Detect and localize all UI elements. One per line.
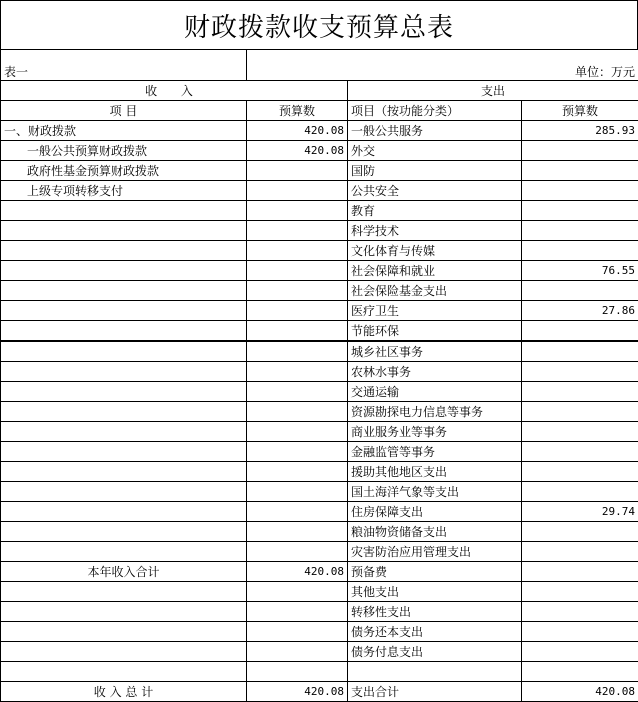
expense-value-cell bbox=[522, 602, 638, 622]
expense-item-cell: 一般公共服务 bbox=[348, 121, 522, 141]
expense-value-cell bbox=[522, 341, 638, 362]
table-row bbox=[1, 462, 638, 482]
expense-item-cell: 科学技术 bbox=[348, 221, 522, 241]
table-row bbox=[1, 482, 638, 502]
table-row bbox=[1, 301, 638, 321]
income-item-cell bbox=[1, 221, 247, 241]
income-value-cell: 420.08 bbox=[247, 562, 348, 582]
income-value-cell bbox=[247, 161, 348, 181]
expense-value-cell: 29.74 bbox=[522, 502, 638, 522]
income-value-cell bbox=[247, 321, 348, 342]
expense-item-cell: 债务还本支出 bbox=[348, 622, 522, 642]
table-row bbox=[1, 622, 638, 642]
income-item-cell bbox=[1, 241, 247, 261]
table-row bbox=[1, 522, 638, 542]
income-item-cell bbox=[1, 482, 247, 502]
income-item-cell: 政府性基金预算财政拨款 bbox=[1, 161, 247, 181]
income-item-cell bbox=[1, 622, 247, 642]
income-item-cell bbox=[1, 301, 247, 321]
expense-item-cell: 预备费 bbox=[348, 562, 522, 582]
expense-item-cell: 外交 bbox=[348, 141, 522, 161]
table-row bbox=[1, 662, 638, 682]
table-row bbox=[1, 382, 638, 402]
income-item-cell bbox=[1, 522, 247, 542]
income-item-cell bbox=[1, 502, 247, 522]
income-item-cell bbox=[1, 362, 247, 382]
expense-item-cell: 国防 bbox=[348, 161, 522, 181]
table-row bbox=[1, 582, 638, 602]
table-row bbox=[1, 281, 638, 301]
table-row bbox=[1, 201, 638, 221]
expense-total-label: 支出合计 bbox=[348, 682, 522, 702]
income-value-cell bbox=[247, 482, 348, 502]
expense-item-cell: 国土海洋气象等支出 bbox=[348, 482, 522, 502]
expense-item-cell: 金融监管等事务 bbox=[348, 442, 522, 462]
income-item-cell bbox=[1, 341, 247, 362]
income-item-cell bbox=[1, 642, 247, 662]
budget-table bbox=[0, 49, 638, 702]
expense-value-cell bbox=[522, 442, 638, 462]
expense-item-cell: 债务付息支出 bbox=[348, 642, 522, 662]
income-value-cell bbox=[247, 341, 348, 362]
expense-item-cell: 转移性支出 bbox=[348, 602, 522, 622]
expense-item-cell: 公共安全 bbox=[348, 181, 522, 201]
income-value-cell bbox=[247, 542, 348, 562]
expense-value-cell bbox=[522, 281, 638, 301]
expense-value-cell bbox=[522, 201, 638, 221]
expense-value-cell: 285.93 bbox=[522, 121, 638, 141]
expense-value-cell bbox=[522, 241, 638, 261]
expense-total-value: 420.08 bbox=[522, 682, 638, 702]
income-section-header: 收 入 bbox=[1, 81, 348, 101]
expense-item-cell: 文化体育与传媒 bbox=[348, 241, 522, 261]
expense-value-cell bbox=[522, 422, 638, 442]
income-total-label: 收 入 总 计 bbox=[1, 682, 247, 702]
table-row bbox=[1, 422, 638, 442]
table-meta-row bbox=[1, 50, 638, 81]
expense-value-cell bbox=[522, 542, 638, 562]
income-item-cell bbox=[1, 402, 247, 422]
table-row bbox=[1, 221, 638, 241]
expense-value-cell bbox=[522, 402, 638, 422]
income-total-value: 420.08 bbox=[247, 682, 348, 702]
income-value-cell bbox=[247, 602, 348, 622]
income-value-cell bbox=[247, 442, 348, 462]
expense-item-cell: 其他支出 bbox=[348, 582, 522, 602]
income-item-cell bbox=[1, 422, 247, 442]
expense-item-cell: 住房保障支出 bbox=[348, 502, 522, 522]
expense-value-cell: 76.55 bbox=[522, 261, 638, 281]
income-item-cell bbox=[1, 582, 247, 602]
income-value-cell bbox=[247, 261, 348, 281]
expense-value-cell bbox=[522, 662, 638, 682]
income-item-cell bbox=[1, 382, 247, 402]
income-value-cell bbox=[247, 382, 348, 402]
income-value-cell bbox=[247, 281, 348, 301]
table-row bbox=[1, 602, 638, 622]
expense-item-cell: 社会保险基金支出 bbox=[348, 281, 522, 301]
func-item-header: 项目（按功能分类） bbox=[348, 101, 522, 121]
table-row bbox=[1, 261, 638, 281]
expense-item-cell: 教育 bbox=[348, 201, 522, 221]
table-row bbox=[1, 562, 638, 582]
expense-value-cell bbox=[522, 181, 638, 201]
expense-value-cell bbox=[522, 562, 638, 582]
income-item-cell bbox=[1, 442, 247, 462]
expense-item-cell bbox=[348, 662, 522, 682]
expense-value-cell bbox=[522, 642, 638, 662]
table-row bbox=[1, 542, 638, 562]
total-row bbox=[1, 682, 638, 702]
table-row bbox=[1, 321, 638, 342]
expense-item-cell: 城乡社区事务 bbox=[348, 341, 522, 362]
income-item-cell bbox=[1, 201, 247, 221]
income-value-cell bbox=[247, 301, 348, 321]
income-value-cell bbox=[247, 642, 348, 662]
page-title: 财政拨款收支预算总表 bbox=[0, 0, 638, 50]
income-value-cell bbox=[247, 181, 348, 201]
expense-item-cell: 交通运输 bbox=[348, 382, 522, 402]
income-value-cell bbox=[247, 462, 348, 482]
income-item-cell: 上级专项转移支付 bbox=[1, 181, 247, 201]
income-value-cell bbox=[247, 662, 348, 682]
column-header-row bbox=[1, 101, 638, 121]
table-label: 表一 bbox=[1, 50, 247, 81]
section-header-row bbox=[1, 81, 638, 101]
income-item-cell bbox=[1, 462, 247, 482]
table-row bbox=[1, 341, 638, 362]
income-value-cell bbox=[247, 502, 348, 522]
table-row bbox=[1, 442, 638, 462]
expense-value-cell bbox=[522, 221, 638, 241]
expense-item-cell: 社会保障和就业 bbox=[348, 261, 522, 281]
income-value-cell bbox=[247, 522, 348, 542]
expense-item-cell: 医疗卫生 bbox=[348, 301, 522, 321]
expense-value-cell bbox=[522, 321, 638, 342]
table-row bbox=[1, 642, 638, 662]
expense-value-cell bbox=[522, 482, 638, 502]
income-item-cell: 一般公共预算财政拨款 bbox=[1, 141, 247, 161]
income-value-cell bbox=[247, 402, 348, 422]
expense-value-cell bbox=[522, 362, 638, 382]
budget-table-body bbox=[1, 50, 638, 702]
income-item-cell: 本年收入合计 bbox=[1, 562, 247, 582]
income-value-cell bbox=[247, 221, 348, 241]
expense-value-cell bbox=[522, 141, 638, 161]
table-row bbox=[1, 181, 638, 201]
income-value-cell bbox=[247, 622, 348, 642]
income-value-cell bbox=[247, 582, 348, 602]
expense-item-cell: 灾害防治应用管理支出 bbox=[348, 542, 522, 562]
table-row bbox=[1, 141, 638, 161]
table-row bbox=[1, 502, 638, 522]
expense-value-cell: 27.86 bbox=[522, 301, 638, 321]
func-budget-header: 预算数 bbox=[522, 101, 638, 121]
expense-item-cell: 商业服务业等事务 bbox=[348, 422, 522, 442]
item-header: 项 目 bbox=[1, 101, 247, 121]
table-row bbox=[1, 402, 638, 422]
income-item-cell bbox=[1, 602, 247, 622]
expense-value-cell bbox=[522, 622, 638, 642]
income-item-cell bbox=[1, 662, 247, 682]
income-value-cell bbox=[247, 422, 348, 442]
expense-value-cell bbox=[522, 161, 638, 181]
expense-value-cell bbox=[522, 462, 638, 482]
table-row bbox=[1, 161, 638, 181]
expense-section-header: 支出 bbox=[348, 81, 638, 101]
expense-value-cell bbox=[522, 582, 638, 602]
income-value-cell: 420.08 bbox=[247, 121, 348, 141]
income-value-cell bbox=[247, 241, 348, 261]
income-value-cell bbox=[247, 201, 348, 221]
expense-item-cell: 粮油物资储备支出 bbox=[348, 522, 522, 542]
table-row bbox=[1, 362, 638, 382]
income-value-cell bbox=[247, 362, 348, 382]
expense-value-cell bbox=[522, 522, 638, 542]
table-row bbox=[1, 241, 638, 261]
expense-item-cell: 资源勘探电力信息等事务 bbox=[348, 402, 522, 422]
income-value-cell: 420.08 bbox=[247, 141, 348, 161]
income-item-cell bbox=[1, 261, 247, 281]
income-item-cell bbox=[1, 321, 247, 342]
expense-value-cell bbox=[522, 382, 638, 402]
table-row bbox=[1, 121, 638, 141]
expense-item-cell: 农林水事务 bbox=[348, 362, 522, 382]
income-item-cell: 一、财政拨款 bbox=[1, 121, 247, 141]
income-item-cell bbox=[1, 542, 247, 562]
expense-item-cell: 节能环保 bbox=[348, 321, 522, 342]
budget-header: 预算数 bbox=[247, 101, 348, 121]
unit-label: 单位：万元 bbox=[247, 50, 638, 81]
income-item-cell bbox=[1, 281, 247, 301]
expense-item-cell: 援助其他地区支出 bbox=[348, 462, 522, 482]
